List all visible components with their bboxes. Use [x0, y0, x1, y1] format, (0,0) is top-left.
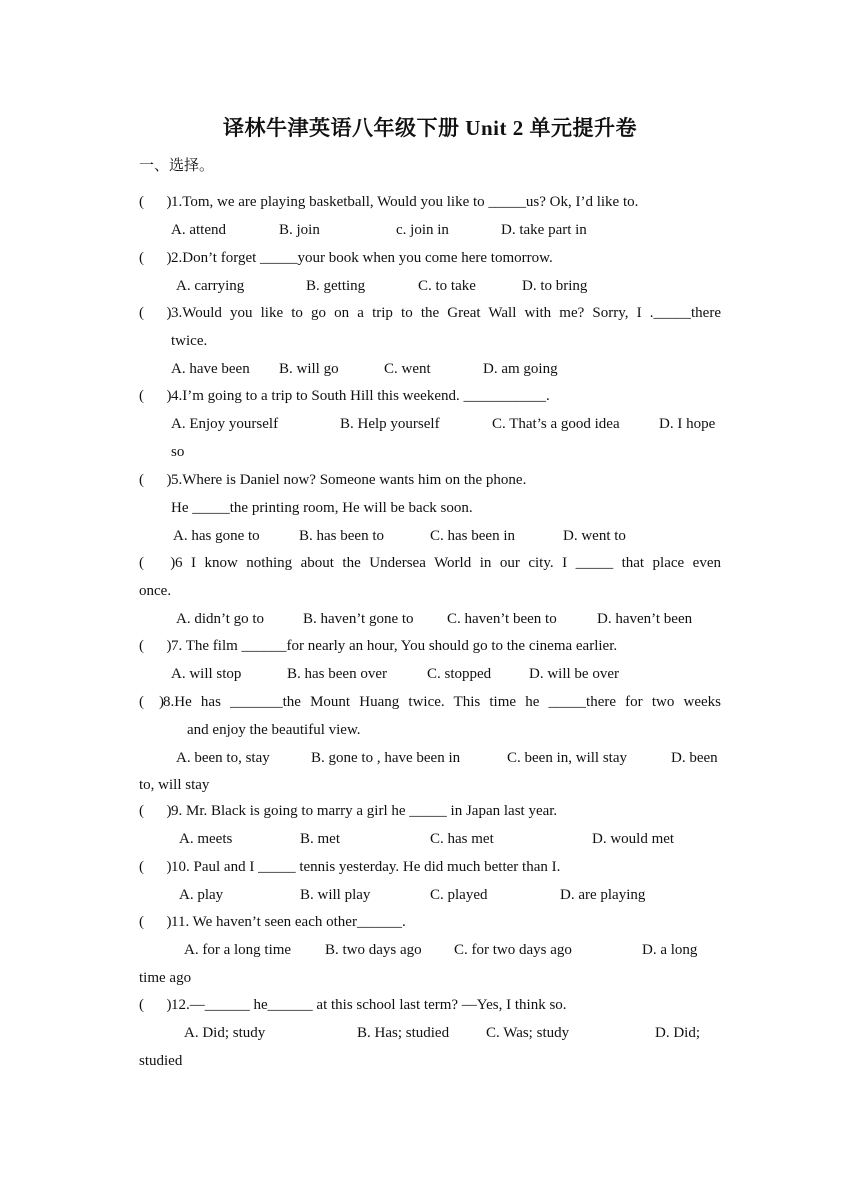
options-row: [139, 1020, 721, 1048]
option-b: B. Help yourself: [340, 415, 440, 432]
question-stem: 12.—______ he______ at this school last term? —Yes, I think so.: [171, 997, 567, 1013]
question-stem-continued: He _____the printing room, He will be back soon.: [171, 499, 473, 516]
question-3: ( )3.Would you like to go on a trip to the Great Wall with me? Sorry, I ._____there twice. A. have been B. will go C. went D. am going: [139, 300, 721, 383]
option-b: B. will go: [279, 360, 339, 377]
question-stem: 4.I’m going to a trip to South Hill this weekend. ___________.: [171, 388, 550, 404]
option-c: C. been in, will stay: [507, 749, 627, 766]
option-a: A. meets: [179, 830, 233, 847]
option-c: C. stopped: [427, 665, 492, 682]
option-b: B. Has; studied: [357, 1024, 450, 1041]
options-row: [139, 273, 721, 301]
question-stem: 5.Where is Daniel now? Someone wants him on the phone.: [171, 472, 527, 488]
question-7: ( )7. The film ______for nearly an hour, You should go to the cinema earlier. A. will stop B. has been over C. stopped D. will be over: [139, 633, 721, 689]
option-d: D. Did;: [655, 1024, 700, 1041]
question-stem: 2.Don’t forget _____your book when you come here tomorrow.: [171, 250, 553, 266]
question-stem: 7. The film ______for nearly an hour, You should go to the cinema earlier.: [171, 638, 618, 654]
option-a: A. attend: [171, 221, 226, 238]
options-row: [139, 661, 721, 689]
options-row: [139, 217, 721, 245]
question-stem-continued: and enjoy the beautiful view.: [187, 721, 361, 738]
option-c: C. for two days ago: [454, 941, 572, 958]
question-stem: 8.He has _______the Mount Huang twice. This time he _____there for two weeks: [163, 694, 721, 710]
option-continued: so: [171, 443, 185, 460]
question-stem: 9. Mr. Black is going to marry a girl he _____ in Japan last year.: [171, 803, 558, 819]
option-c: C. has met: [430, 830, 494, 847]
option-d: D. haven’t been: [597, 610, 693, 627]
option-c: C. That’s a good idea: [492, 415, 620, 432]
option-d: D. went to: [563, 527, 626, 544]
option-a: A. Did; study: [184, 1024, 266, 1041]
option-a: A. for a long time: [184, 941, 292, 958]
option-c: C. played: [430, 886, 488, 903]
options-row: [139, 826, 721, 854]
option-d: D. are playing: [560, 886, 646, 903]
option-d: D. been: [671, 749, 718, 766]
option-c: C. to take: [418, 277, 476, 294]
options-row: [139, 882, 721, 910]
options-row: [139, 606, 721, 634]
options-row: [139, 411, 721, 439]
section-heading: 一、选择。: [139, 158, 215, 174]
question-1: ( )1.Tom, we are playing basketball, Would you like to _____us? Ok, I’d like to. A. attend B. join c. join in D. take part in: [139, 189, 721, 245]
option-a: A. carrying: [176, 277, 245, 294]
question-stem: 1.Tom, we are playing basketball, Would you like to _____us? Ok, I’d like to.: [171, 194, 639, 210]
option-continued: time ago: [139, 969, 192, 986]
question-stem-continued: once.: [139, 582, 172, 599]
option-continued: to, will stay: [139, 777, 210, 794]
option-b: B. will play: [300, 886, 371, 903]
question-5: ( )5.Where is Daniel now? Someone wants him on the phone. He _____the printing room, He will be back soon. A. has gone to B. has been to C. has been in D. went to: [139, 467, 721, 550]
option-continued: studied: [139, 1052, 183, 1069]
options-row: [139, 937, 721, 965]
question-stem-continued: twice.: [171, 332, 208, 349]
question-stem: 10. Paul and I _____ tennis yesterday. He did much better than I.: [171, 859, 561, 875]
option-c: C. Was; study: [486, 1024, 570, 1041]
question-6: ( )6 I know nothing about the Undersea World in our city. I _____ that place even once. A. didn’t go to B. haven’t gone to C. haven’t been to D. haven’t been: [139, 550, 721, 633]
option-d: D. would met: [592, 830, 675, 847]
question-stem: 3.Would you like to go on a trip to the Great Wall with me? Sorry, I ._____there: [171, 305, 721, 321]
option-d: D. a long: [642, 941, 698, 958]
option-a: A. have been: [171, 360, 250, 377]
option-c: C. haven’t been to: [447, 610, 557, 627]
option-b: B. join: [279, 221, 320, 238]
option-a: A. Enjoy yourself: [171, 415, 279, 432]
option-a: A. will stop: [171, 665, 242, 682]
option-b: B. met: [300, 830, 340, 847]
option-b: B. two days ago: [325, 941, 422, 958]
option-c: c. join in: [396, 221, 449, 238]
question-stem: 11. We haven’t seen each other______.: [171, 914, 406, 930]
option-a: A. didn’t go to: [176, 610, 265, 627]
question-11: ( )11. We haven’t seen each other______. A. for a long time B. two days ago C. for two days ago D. a long time ago: [139, 909, 721, 992]
options-row: [139, 356, 721, 384]
option-d: D. to bring: [522, 277, 588, 294]
question-12: ( )12.—______ he______ at this school last term? —Yes, I think so. A. Did; study B. Has; studied C. Was; study D. Did; studied: [139, 992, 721, 1075]
option-a: A. been to, stay: [176, 749, 270, 766]
question-4: ( )4.I’m going to a trip to South Hill this weekend. ___________. A. Enjoy yourself B. Help yourself C. That’s a good idea D. I hope so: [139, 383, 721, 466]
option-c: C. went: [384, 360, 431, 377]
options-row: [139, 745, 721, 773]
option-d: D. I hope: [659, 415, 716, 432]
option-b: B. has been over: [287, 665, 387, 682]
option-a: A. play: [179, 886, 224, 903]
question-9: ( )9. Mr. Black is going to marry a girl he _____ in Japan last year. A. meets B. met C. has met D. would met: [139, 798, 721, 854]
question-stem: 6 I know nothing about the Undersea World in our city. I _____ that place even: [175, 555, 721, 571]
options-row: [139, 523, 721, 551]
option-d: D. take part in: [501, 221, 587, 238]
option-b: B. has been to: [299, 527, 384, 544]
option-d: D. will be over: [529, 665, 619, 682]
option-a: A. has gone to: [173, 527, 260, 544]
question-2: ( )2.Don’t forget _____your book when you come here tomorrow. A. carrying B. getting C. to take D. to bring: [139, 245, 721, 301]
question-10: ( )10. Paul and I _____ tennis yesterday. He did much better than I. A. play B. will play C. played D. are playing: [139, 854, 721, 910]
option-b: B. getting: [306, 277, 366, 294]
option-b: B. haven’t gone to: [303, 610, 414, 627]
page-title: 译林牛津英语八年级下册 Unit 2 单元提升卷: [223, 116, 637, 140]
question-8: ( )8.He has _______the Mount Huang twice. This time he _____there for two weeks and enjoy the beautiful view. A. been to, stay B. gone to , have been in C. been in, will stay D. been to, will stay: [139, 689, 721, 800]
option-d: D. am going: [483, 360, 558, 377]
option-b: B. gone to , have been in: [311, 749, 461, 766]
option-c: C. has been in: [430, 527, 515, 544]
